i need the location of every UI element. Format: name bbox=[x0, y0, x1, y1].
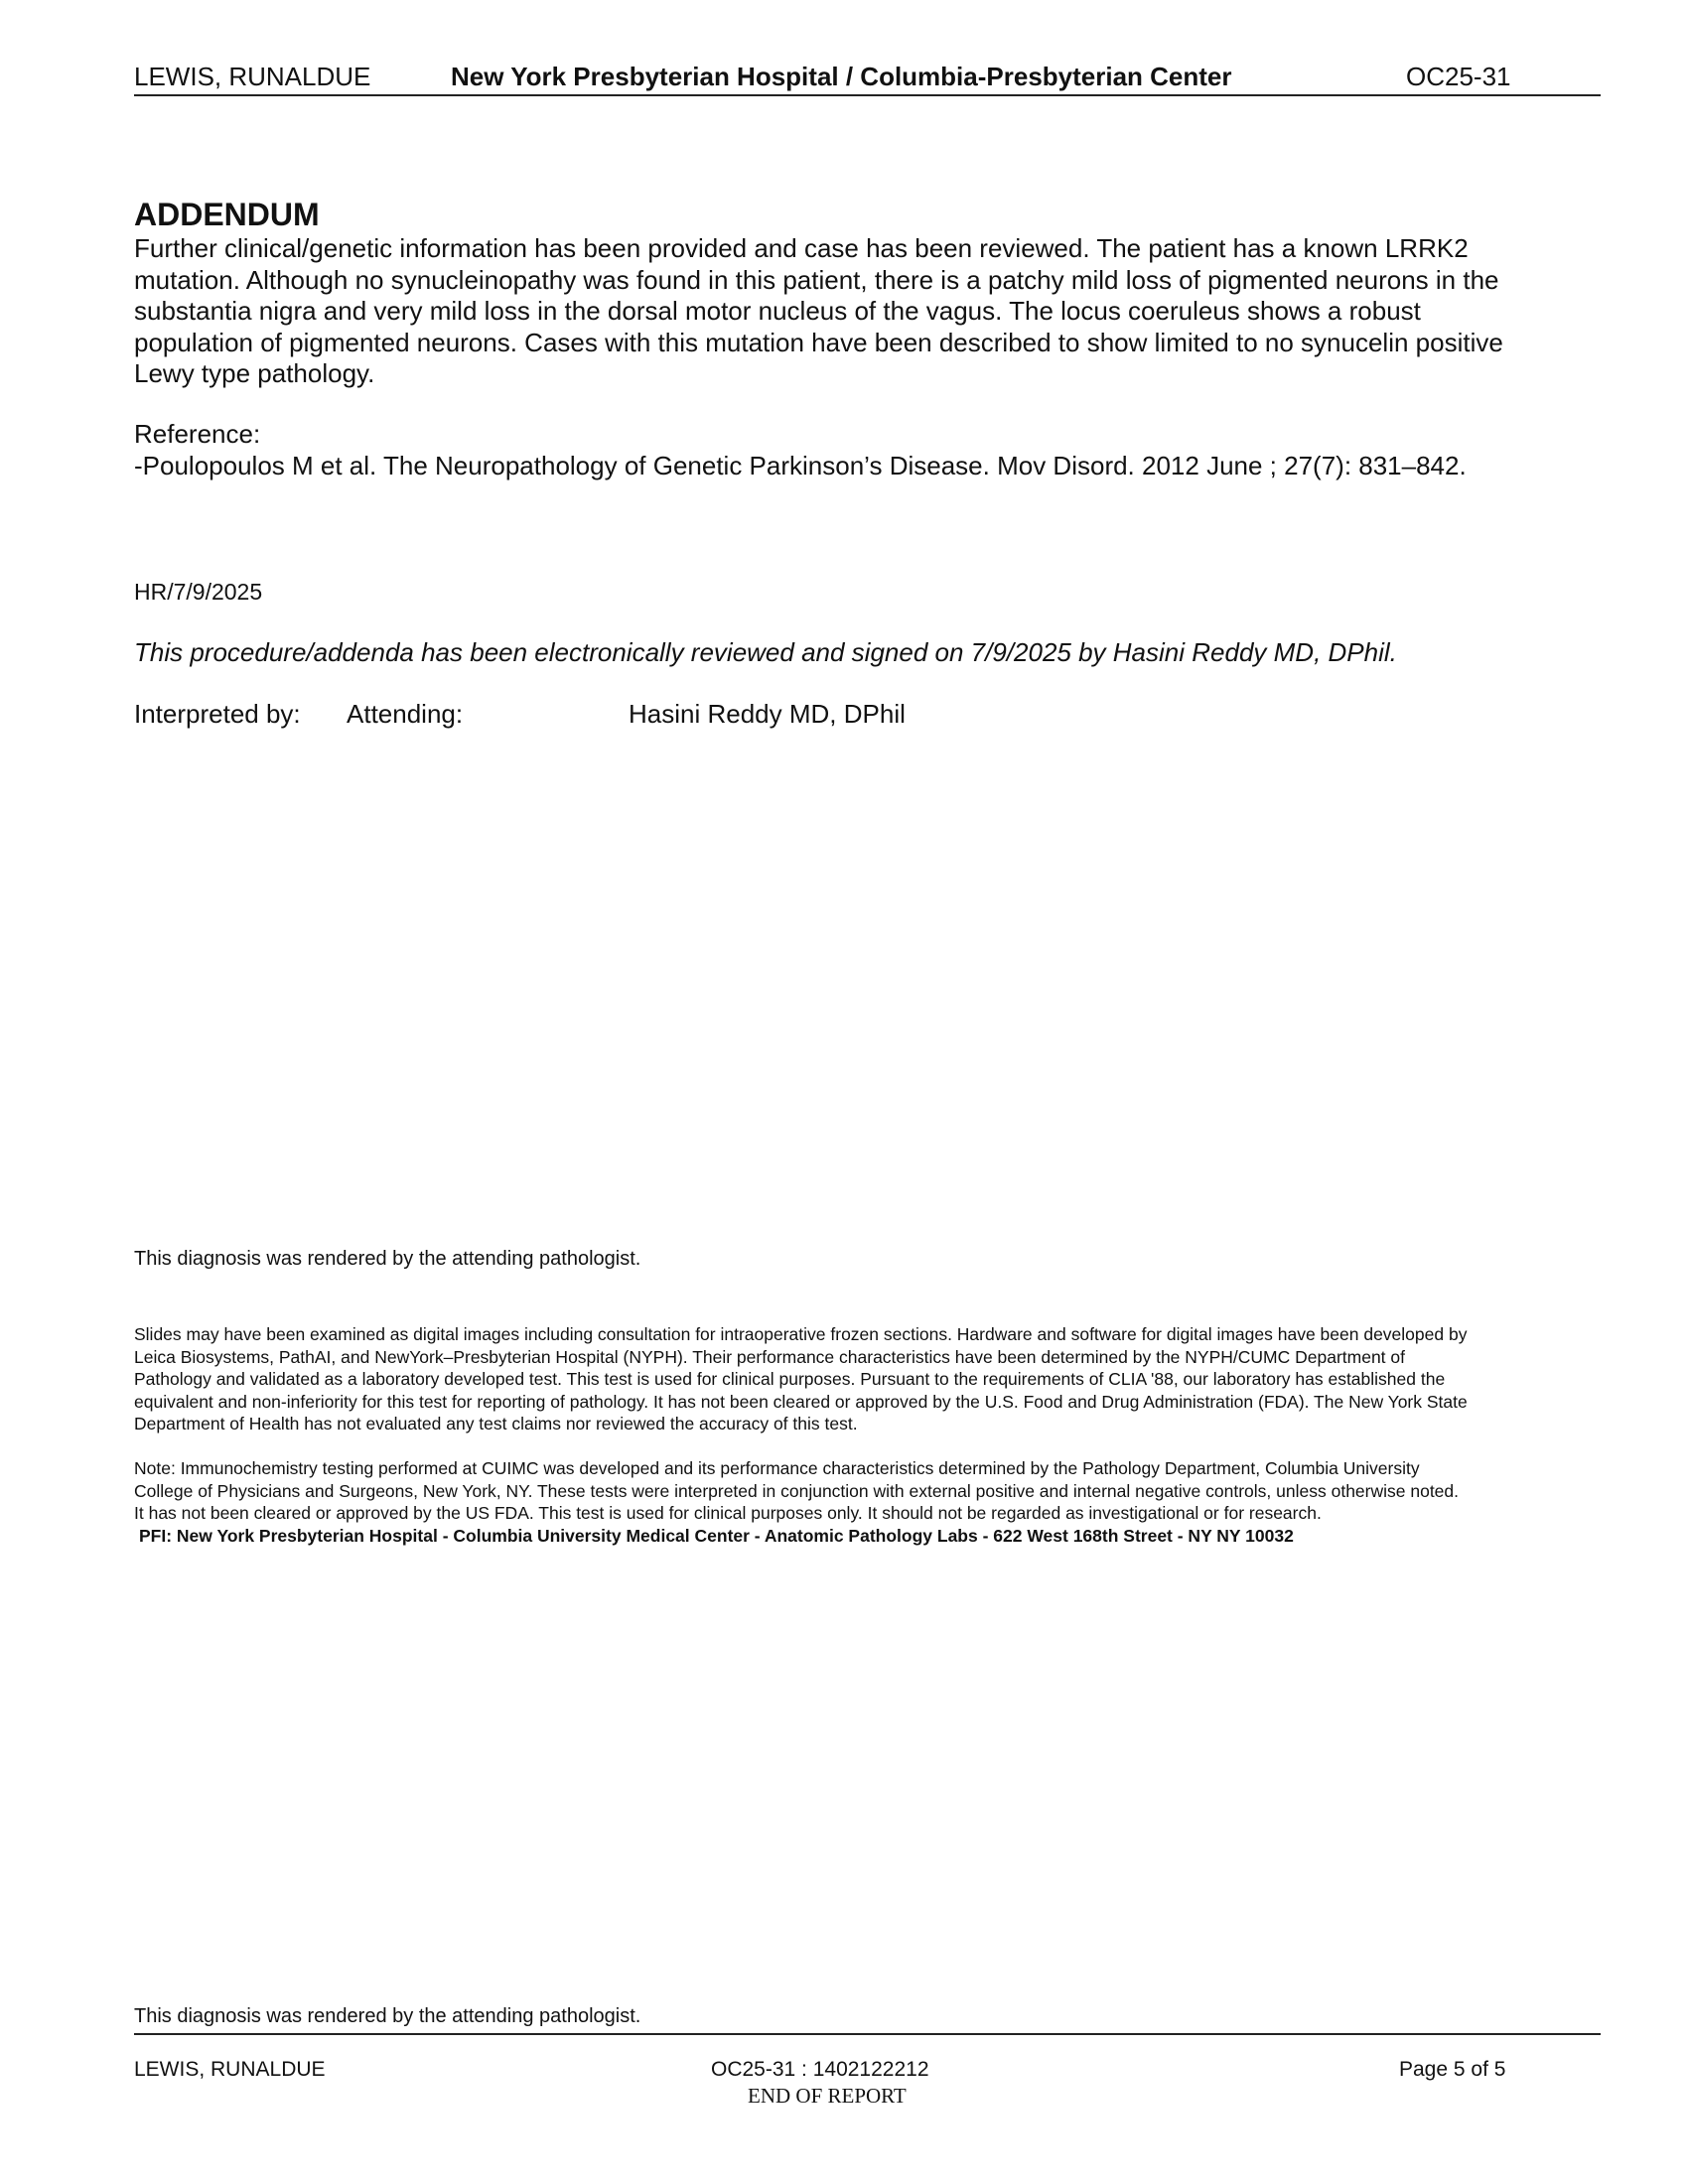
disclaimer-line: Pathology and validated as a laboratory developed test. This test is used for clinical purposes. Pursuant to the requirements of CLIA '88, our laboratory has established the bbox=[134, 1369, 1446, 1389]
header-rule bbox=[134, 94, 1601, 96]
diagnosis-note: This diagnosis was rendered by the attending pathologist. bbox=[134, 1248, 641, 1270]
disclaimer-line: Leica Biosystems, PathAI, and NewYork–Presbyterian Hospital (NYPH). Their performance characteristics have been determined by the NYPH/CUMC Department of bbox=[134, 1346, 1406, 1367]
footer-rule bbox=[134, 2033, 1601, 2035]
reference-citation: -Poulopoulos M et al. The Neuropathology of Genetic Parkinson’s Disease. Mov Disord. 2012 June ; 27(7): 831–842. bbox=[134, 450, 1467, 480]
pfi-line: PFI: New York Presbyterian Hospital - Columbia University Medical Center - Anatomic Pathology Labs - 622 West 168th Street - NY NY 10032 bbox=[139, 1525, 1294, 1546]
note-line: It has not been cleared or approved by the US FDA. This test is used for clinical purposes only. It should not be regarded as investigational or for research. bbox=[134, 1503, 1322, 1523]
reference-label: Reference: bbox=[134, 419, 261, 449]
footer-patient-name: LEWIS, RUNALDUE bbox=[134, 2058, 326, 2081]
disclaimer-line: equivalent and non-inferiority for this test for reporting of pathology. It has not been cleared or approved by the U.S. Food and Drug Administration (FDA). The New York State bbox=[134, 1391, 1468, 1412]
disclaimer-line: Department of Health has not evaluated any test claims nor reviewed the accuracy of this test. bbox=[134, 1414, 858, 1433]
footer-case-accession: OC25-31 : 1402122212 bbox=[711, 2058, 929, 2081]
addendum-body bbox=[134, 233, 1604, 390]
end-of-report: END OF REPORT bbox=[748, 2084, 907, 2108]
footer-diagnosis-note: This diagnosis was rendered by the attending pathologist. bbox=[134, 2005, 641, 2027]
electronic-signature: This procedure/addenda has been electronically reviewed and signed on 7/9/2025 by Hasini Reddy MD, DPhil. bbox=[134, 637, 1397, 667]
addendum-line: population of pigmented neurons. Cases with this mutation have been described to show limited to no synucelin positive bbox=[134, 327, 1503, 357]
attending-name: Hasini Reddy MD, DPhil bbox=[629, 699, 906, 729]
digital-imaging-disclaimer bbox=[134, 1323, 1604, 1435]
addendum-line: substantia nigra and very mild loss in the dorsal motor nucleus of the vagus. The locus coeruleus shows a robust bbox=[134, 296, 1421, 326]
addendum-line: mutation. Although no synucleinopathy was found in this patient, there is a patchy mild loss of pigmented neurons in the bbox=[134, 264, 1499, 295]
header-patient-name: LEWIS, RUNALDUE bbox=[134, 62, 371, 91]
immunochemistry-note bbox=[134, 1457, 1604, 1547]
addendum-line: Further clinical/genetic information has been provided and case has been reviewed. The patient has a known LRRK2 bbox=[134, 233, 1469, 263]
disclaimer-line: Slides may have been examined as digital images including consultation for intraoperative frozen sections. Hardware and software for digital images have been developed by bbox=[134, 1324, 1468, 1344]
attending-label: Attending: bbox=[347, 699, 464, 729]
reference-block bbox=[134, 419, 1604, 481]
header-case-number: OC25-31 bbox=[1406, 62, 1511, 91]
note-line: Note: Immunochemistry testing performed at CUIMC was developed and its performance characteristics determined by the Pathology Department, Columbia University bbox=[134, 1458, 1420, 1478]
header-institution: New York Presbyterian Hospital / Columbia-Presbyterian Center bbox=[451, 62, 1232, 91]
addendum-line: Lewy type pathology. bbox=[134, 358, 375, 388]
addendum-title: ADDENDUM bbox=[134, 197, 320, 232]
footer-page-indicator: Page 5 of 5 bbox=[1399, 2058, 1506, 2081]
interpreted-by-label: Interpreted by: bbox=[134, 699, 301, 729]
note-line: College of Physicians and Surgeons, New York, NY. These tests were interpreted in conjunction with external positive and internal negative controls, unless otherwise noted. bbox=[134, 1480, 1460, 1501]
signoff-initials-date: HR/7/9/2025 bbox=[134, 579, 263, 605]
